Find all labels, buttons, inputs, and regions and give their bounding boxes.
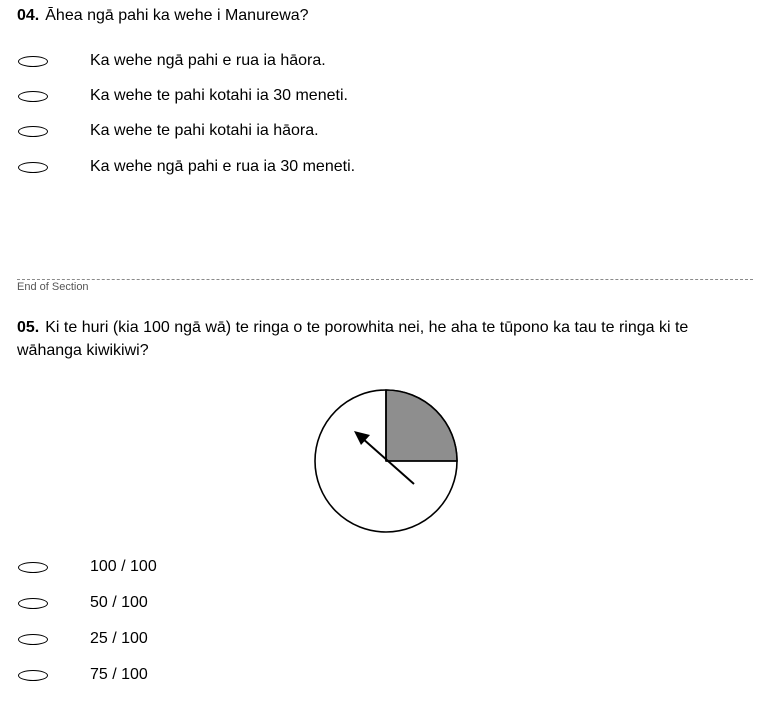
answer-bubble[interactable]	[18, 91, 48, 102]
answer-label: 25 / 100	[90, 630, 148, 647]
answer-label: 75 / 100	[90, 666, 148, 683]
answer-label: 100 / 100	[90, 558, 157, 575]
question-text: Ki te huri (kia 100 ngā wā) te ringa o te porowhita nei, he aha te tūpono ka tau te ringa ki te wāhanga kiwikiwi?	[17, 319, 689, 359]
question-04	[17, 4, 757, 27]
answer-option[interactable]	[18, 592, 148, 614]
section-divider	[17, 279, 753, 280]
answer-option[interactable]	[18, 664, 148, 686]
answer-bubble[interactable]	[18, 126, 48, 137]
answer-label: Ka wehe te pahi kotahi ia hāora.	[90, 122, 319, 139]
answer-bubble[interactable]	[18, 598, 48, 609]
answer-option[interactable]	[18, 85, 348, 107]
question-05	[17, 316, 757, 362]
answer-label: Ka wehe te pahi kotahi ia 30 meneti.	[90, 87, 348, 104]
answer-option[interactable]	[18, 156, 356, 178]
end-of-section-label: End of Section	[17, 281, 89, 293]
answer-option[interactable]	[18, 628, 148, 650]
answer-label: Ka wehe ngā pahi e rua ia 30 meneti.	[90, 158, 356, 175]
answer-option[interactable]	[18, 120, 319, 142]
answer-bubble[interactable]	[18, 56, 48, 67]
answer-bubble[interactable]	[18, 162, 48, 173]
answer-bubble[interactable]	[18, 670, 48, 681]
question-text: Āhea ngā pahi ka wehe i Manurewa?	[45, 7, 309, 24]
answer-bubble[interactable]	[18, 562, 48, 573]
question-number: 05.	[17, 319, 40, 336]
answer-label: 50 / 100	[90, 594, 148, 611]
answer-option[interactable]	[18, 556, 157, 578]
question-number: 04.	[17, 7, 40, 24]
spinner-diagram	[310, 388, 462, 534]
answer-label: Ka wehe ngā pahi e rua ia hāora.	[90, 52, 326, 69]
shaded-sector	[386, 390, 457, 461]
answer-bubble[interactable]	[18, 634, 48, 645]
answer-option[interactable]	[18, 50, 326, 72]
